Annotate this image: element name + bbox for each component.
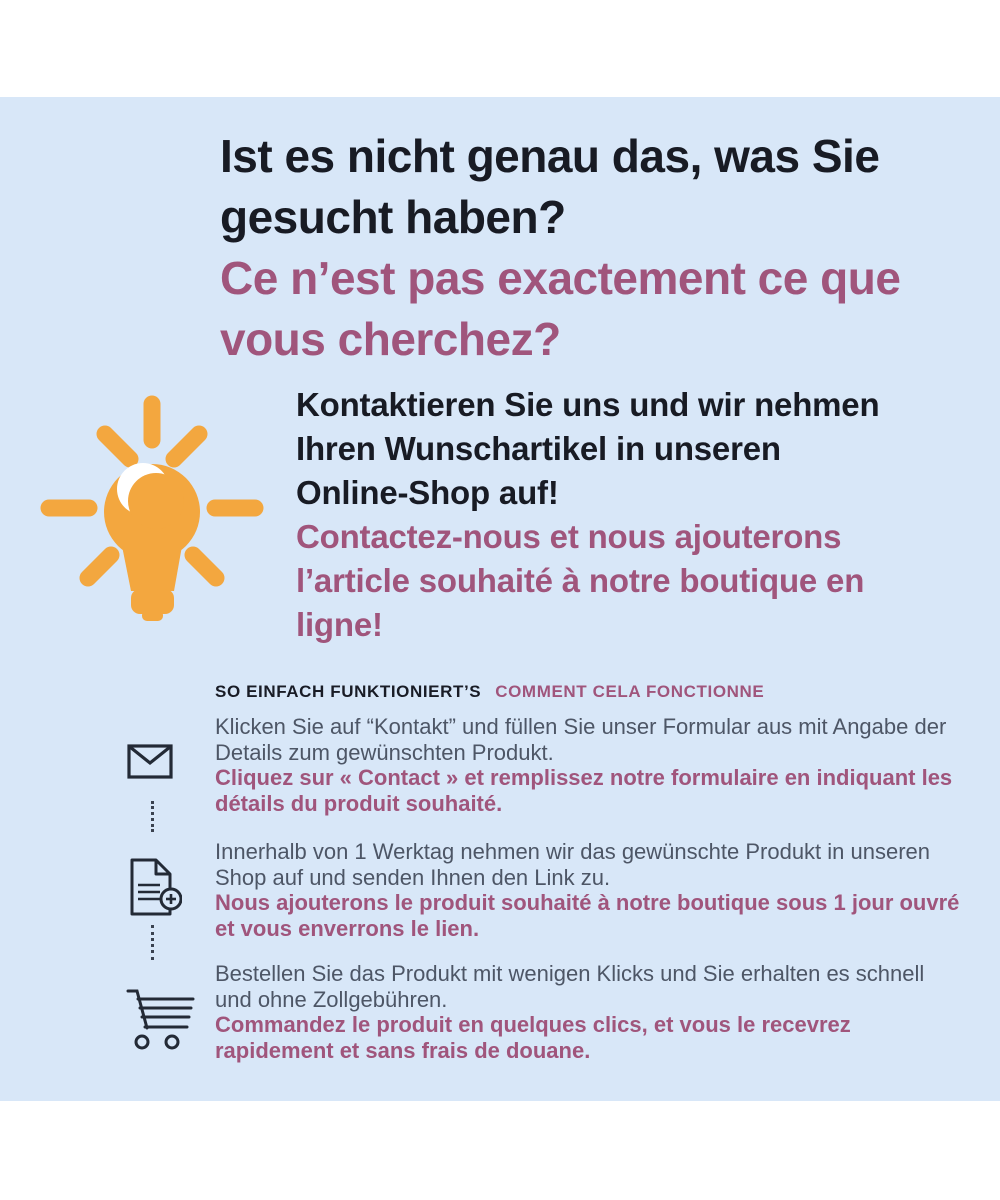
headline-french: Ce n’est pas exactement ce que vous cherchez? <box>220 252 901 365</box>
step-2 <box>215 839 963 941</box>
dotted-connector <box>151 801 154 832</box>
step-3 <box>215 961 963 1063</box>
step-3-french: Commandez le produit en quelques clics, et vous le recevrez rapidement et sans frais de douane. <box>215 1012 851 1063</box>
shopping-cart-icon <box>120 984 198 1052</box>
how-it-works-german: SO EINFACH FUNKTIONIERT’S <box>215 682 482 701</box>
intro-german: Kontaktieren Sie uns und wir nehmen Ihren Wunschartikel in unseren Online-Shop auf! <box>296 386 880 511</box>
intro-paragraph <box>296 383 896 647</box>
add-document-icon <box>126 858 182 918</box>
how-it-works-header <box>215 682 764 702</box>
how-it-works-french: COMMENT CELA FONCTIONNE <box>495 682 765 701</box>
headline <box>220 126 940 370</box>
step-1-french: Cliquez sur « Contact » et remplissez notre formulaire en indiquant les détails du produit souhaité. <box>215 765 953 816</box>
intro-french: Contactez-nous et nous ajouterons l’article souhaité à notre boutique en ligne! <box>296 518 865 643</box>
envelope-icon <box>127 744 173 779</box>
step-1-german: Klicken Sie auf “Kontakt” und füllen Sie unser Formular aus mit Angabe der Details zum gewünschten Produkt. <box>215 714 947 765</box>
headline-german: Ist es nicht genau das, was Sie gesucht haben? <box>220 130 880 243</box>
lightbulb-icon <box>40 395 265 625</box>
step-2-french: Nous ajouterons le produit souhaité à notre boutique sous 1 jour ouvré et vous enverrons le lien. <box>215 890 960 941</box>
step-2-german: Innerhalb von 1 Werktag nehmen wir das gewünschte Produkt in unseren Shop auf und senden Ihnen den Link zu. <box>215 839 931 890</box>
step-1 <box>215 714 963 816</box>
dotted-connector <box>151 925 154 960</box>
step-3-german: Bestellen Sie das Produkt mit wenigen Klicks und Sie erhalten es schnell und ohne Zollgebühren. <box>215 961 925 1012</box>
